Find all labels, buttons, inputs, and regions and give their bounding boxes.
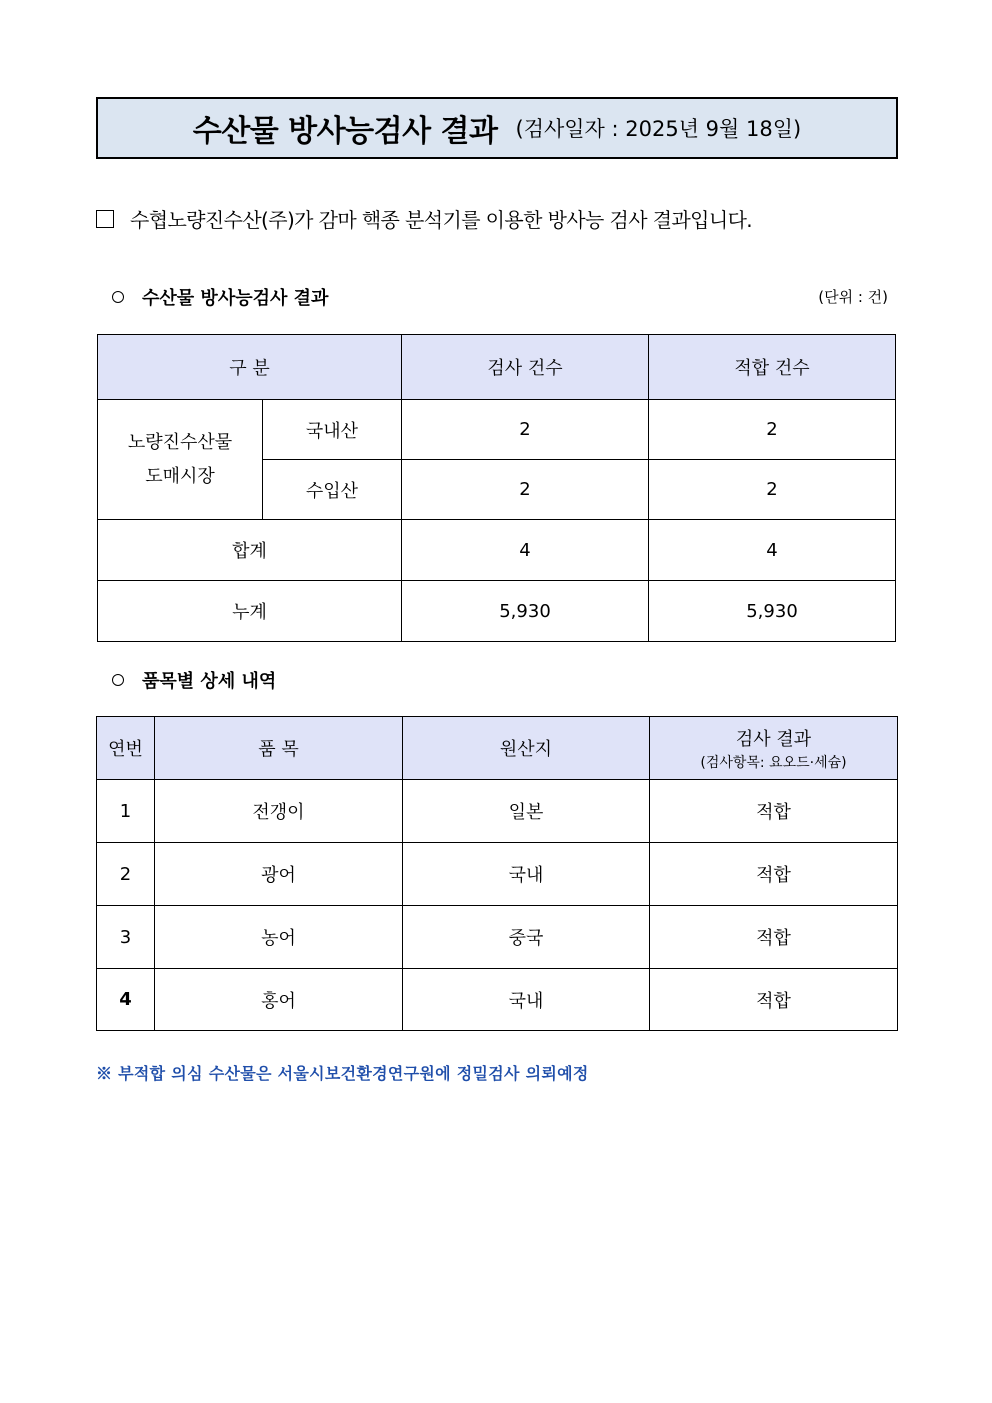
summary-table bbox=[97, 334, 896, 642]
cumulative-row bbox=[98, 581, 896, 642]
row-item: 광어 bbox=[155, 843, 403, 906]
row-result: 적합 bbox=[650, 906, 898, 969]
row-item: 전갱이 bbox=[155, 780, 403, 843]
market-name-line1: 노량진수산물 bbox=[127, 431, 233, 453]
inspection-date: (검사일자 : 2025년 9월 18일) bbox=[515, 117, 802, 141]
table-row bbox=[97, 906, 898, 969]
header-result bbox=[650, 717, 898, 780]
header-result-note: (검사항목: 요오드·세슘) bbox=[700, 754, 847, 771]
passed-count: 2 bbox=[649, 400, 896, 460]
market-name-line2: 도매시장 bbox=[145, 465, 215, 487]
header-no: 연번 bbox=[97, 717, 155, 780]
passed-count: 2 bbox=[649, 460, 896, 520]
row-no: 4 bbox=[97, 969, 155, 1031]
section2-heading-text: 품목별 상세 내역 bbox=[142, 671, 277, 692]
row-origin: 국내 bbox=[403, 843, 650, 906]
header-item: 품 목 bbox=[155, 717, 403, 780]
cumulative-tested: 5,930 bbox=[402, 581, 649, 642]
notice-line bbox=[96, 204, 752, 233]
cumulative-passed: 5,930 bbox=[649, 581, 896, 642]
market-name-cell bbox=[98, 400, 263, 520]
table-row bbox=[97, 969, 898, 1031]
row-origin: 일본 bbox=[403, 780, 650, 843]
section2-heading bbox=[112, 667, 276, 693]
row-origin: 중국 bbox=[403, 906, 650, 969]
title-box bbox=[96, 97, 898, 159]
header-result-label: 검사 결과 bbox=[735, 728, 812, 750]
table-row bbox=[97, 843, 898, 906]
detail-table bbox=[96, 716, 898, 1031]
section1-heading bbox=[112, 284, 328, 310]
footnote: ※ 부적합 의심 수산물은 서울시보건환경연구원에 정밀검사 의뢰예정 bbox=[96, 1064, 589, 1083]
header-origin: 원산지 bbox=[403, 717, 650, 780]
row-item: 홍어 bbox=[155, 969, 403, 1031]
total-label: 합계 bbox=[98, 520, 402, 581]
origin-label: 수입산 bbox=[263, 460, 402, 520]
header-category: 구 분 bbox=[98, 335, 402, 400]
tested-count: 2 bbox=[402, 460, 649, 520]
row-no: 2 bbox=[97, 843, 155, 906]
row-result: 적합 bbox=[650, 780, 898, 843]
row-item: 농어 bbox=[155, 906, 403, 969]
section1-heading-text: 수산물 방사능검사 결과 bbox=[142, 288, 329, 309]
row-origin: 국내 bbox=[403, 969, 650, 1031]
row-result: 적합 bbox=[650, 969, 898, 1031]
header-tested: 검사 건수 bbox=[402, 335, 649, 400]
table-row bbox=[97, 780, 898, 843]
total-tested: 4 bbox=[402, 520, 649, 581]
row-no: 3 bbox=[97, 906, 155, 969]
total-passed: 4 bbox=[649, 520, 896, 581]
total-row bbox=[98, 520, 896, 581]
table-row bbox=[98, 400, 896, 460]
row-no: 1 bbox=[97, 780, 155, 843]
origin-label: 국내산 bbox=[263, 400, 402, 460]
circle-bullet-icon bbox=[112, 291, 124, 303]
tested-count: 2 bbox=[402, 400, 649, 460]
circle-bullet-icon bbox=[112, 674, 124, 686]
header-passed: 적합 건수 bbox=[649, 335, 896, 400]
row-result: 적합 bbox=[650, 843, 898, 906]
unit-label: (단위 : 건) bbox=[818, 288, 888, 306]
notice-text: 수협노량진수산(주)가 감마 핵종 분석기를 이용한 방사능 검사 결과입니다. bbox=[130, 208, 753, 232]
checkbox-icon bbox=[96, 210, 114, 228]
page-title: 수산물 방사능검사 결과 bbox=[192, 114, 498, 149]
cumulative-label: 누계 bbox=[98, 581, 402, 642]
